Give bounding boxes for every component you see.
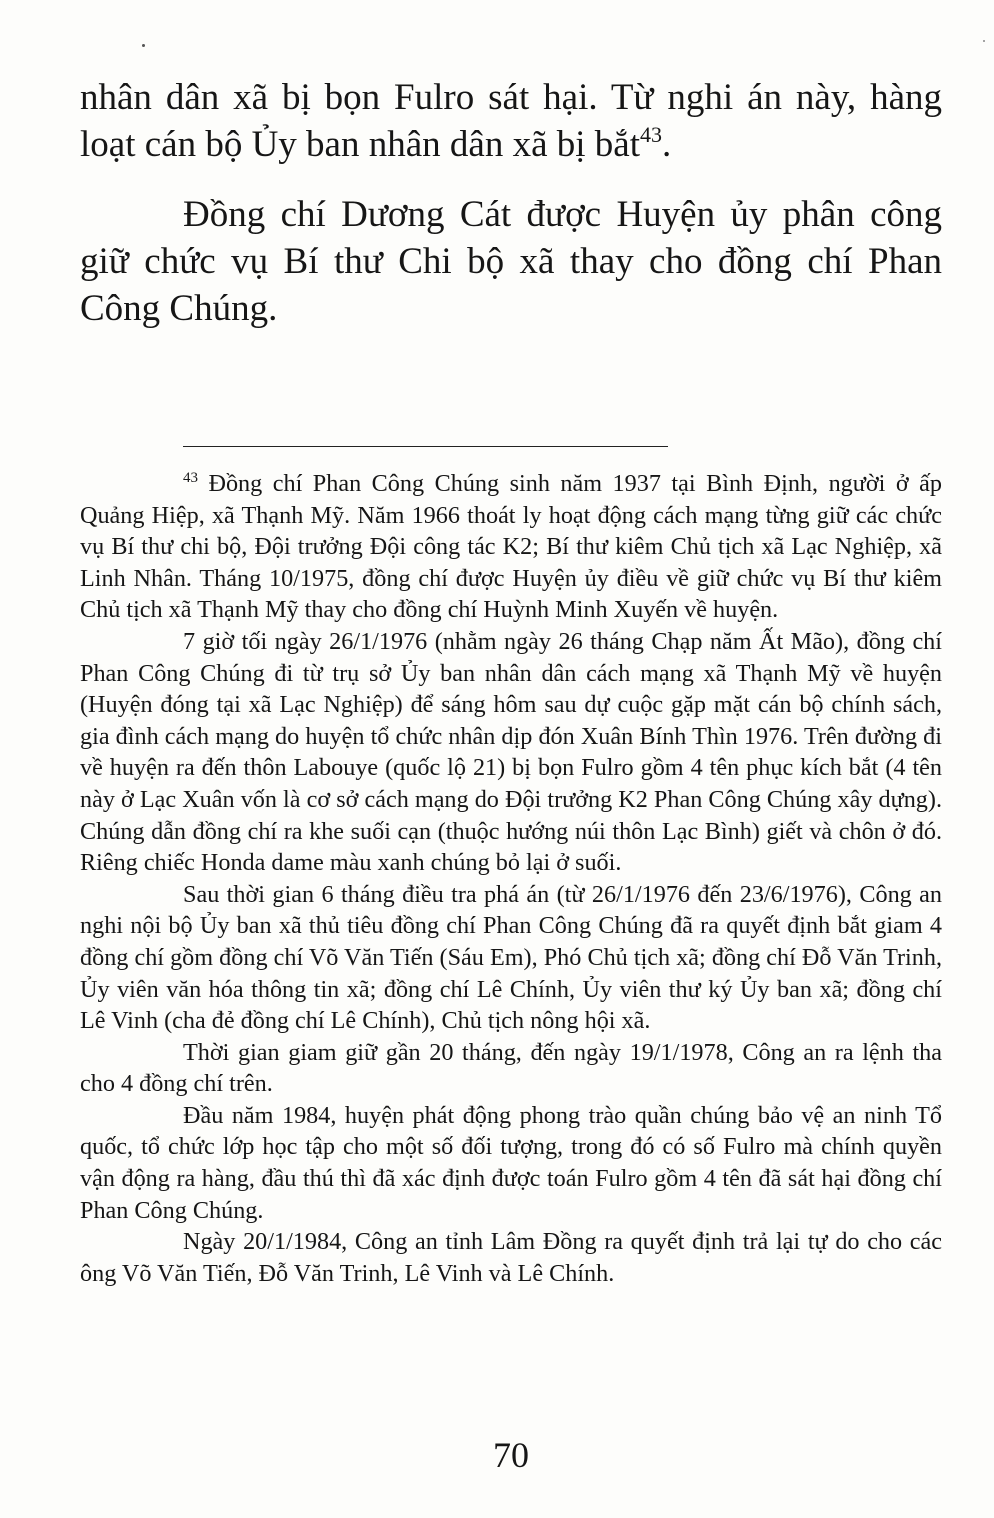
footnote-paragraph-1: [80, 468, 942, 626]
scan-speck: [983, 40, 985, 42]
footnote-paragraph-5: Đầu năm 1984, huyện phát động phong trào quần chúng bảo vệ an ninh Tổ quốc, tổ chức lớp học tập cho một số đối tượng, trong đó có số Fulro mà chính quyền vận động ra hàng, đầu thú thì đã xác định được toán Fulro gồm 4 tên đã sát hại đồng chí Phan Công Chúng.: [80, 1101, 942, 1224]
footnote-paragraph-1-text: Đồng chí Phan Công Chúng sinh năm 1937 tại Bình Định, người ở ấp Quảng Hiệp, xã Thạnh Mỹ. Năm 1966 thoát ly hoạt động cách mạng từng giữ các chức vụ Bí thư chi bộ, Đội trưởng Đội công tác K2; Bí thư kiêm Chủ tịch xã Lạc Nghiệp, xã Linh Nhân. Tháng 10/1975, đồng chí được Huyện ủy điều về giữ chức vụ Bí thư kiêm Chủ tịch xã Thạnh Mỹ thay cho đồng chí Huỳnh Minh Xuyến về huyện.: [80, 470, 942, 624]
footnote-number: 43: [183, 470, 198, 486]
footnote-reference: 43: [639, 122, 662, 147]
book-page: [80, 0, 942, 1518]
main-paragraph-2: Đồng chí Dương Cát được Huyện ủy phân công giữ chức vụ Bí thư Chi bộ xã thay cho đồng chí Phan Công Chúng.: [80, 194, 942, 329]
footnote-paragraph-6: Ngày 20/1/1984, Công an tỉnh Lâm Đồng ra quyết định trả lại tự do cho các ông Võ Văn Tiến, Đỗ Văn Trinh, Lê Vinh và Lê Chính.: [80, 1228, 942, 1287]
main-paragraph-1-end: .: [661, 124, 672, 165]
page-number: 70: [493, 1435, 529, 1475]
footnote-paragraph-4: Thời gian giam giữ gần 20 tháng, đến ngày 19/1/1978, Công an ra lệnh tha cho 4 đồng chí trên.: [80, 1038, 942, 1098]
footnote-paragraph-2: 7 giờ tối ngày 26/1/1976 (nhằm ngày 26 tháng Chạp năm Ất Mão), đồng chí Phan Công Chúng đi từ trụ sở Ủy ban nhân dân cách mạng xã Thạnh Mỹ về huyện (Huyện đóng tại xã Lạc Nghiệp) để sáng hôm sau dự cuộc gặp mặt cán bộ chính sách, gia đình cách mạng do huyện tổ chức nhân dịp đón Xuân Bính Thìn 1976. Trên đường đi về huyện ra đến thôn Labouye (quốc lộ 21) bị bọn Fulro gồm 4 tên phục kích bắt (4 tên này ở Lạc Xuân vốn là cơ sở cách mạng do Đội trưởng K2 Phan Công Chúng xây dựng). Chúng dẫn đồng chí ra khe suối cạn (thuộc hướng núi thôn Lạc Bình) giết và chôn ở đó. Riêng chiếc Honda dame màu xanh chúng bỏ lại ở suối.: [80, 627, 942, 877]
footnote-separator: [183, 446, 668, 447]
footnote-paragraph-3: Sau thời gian 6 tháng điều tra phá án (từ 26/1/1976 đến 23/6/1976), Công an nghi nội bộ Ủy ban xã thủ tiêu đồng chí Phan Công Chúng đã ra quyết định bắt giam 4 đồng chí gồm đồng chí Võ Văn Tiến (Sáu Em), Phó Chủ tịch xã; đồng chí Đỗ Văn Trinh, Ủy viên văn hóa thông tin xã; đồng chí Lê Chính, Ủy viên thư ký Ủy ban xã; đồng chí Lê Vinh (cha đẻ đồng chí Lê Chính), Chủ tịch nông hội xã.: [80, 880, 942, 1035]
footnote: [80, 468, 942, 1289]
main-paragraph-1: [80, 74, 942, 168]
main-paragraph-1-text: nhân dân xã bị bọn Fulro sát hại. Từ nghi án này, hàng loạt cán bộ Ủy ban nhân dân xã bị bắt: [80, 77, 942, 165]
